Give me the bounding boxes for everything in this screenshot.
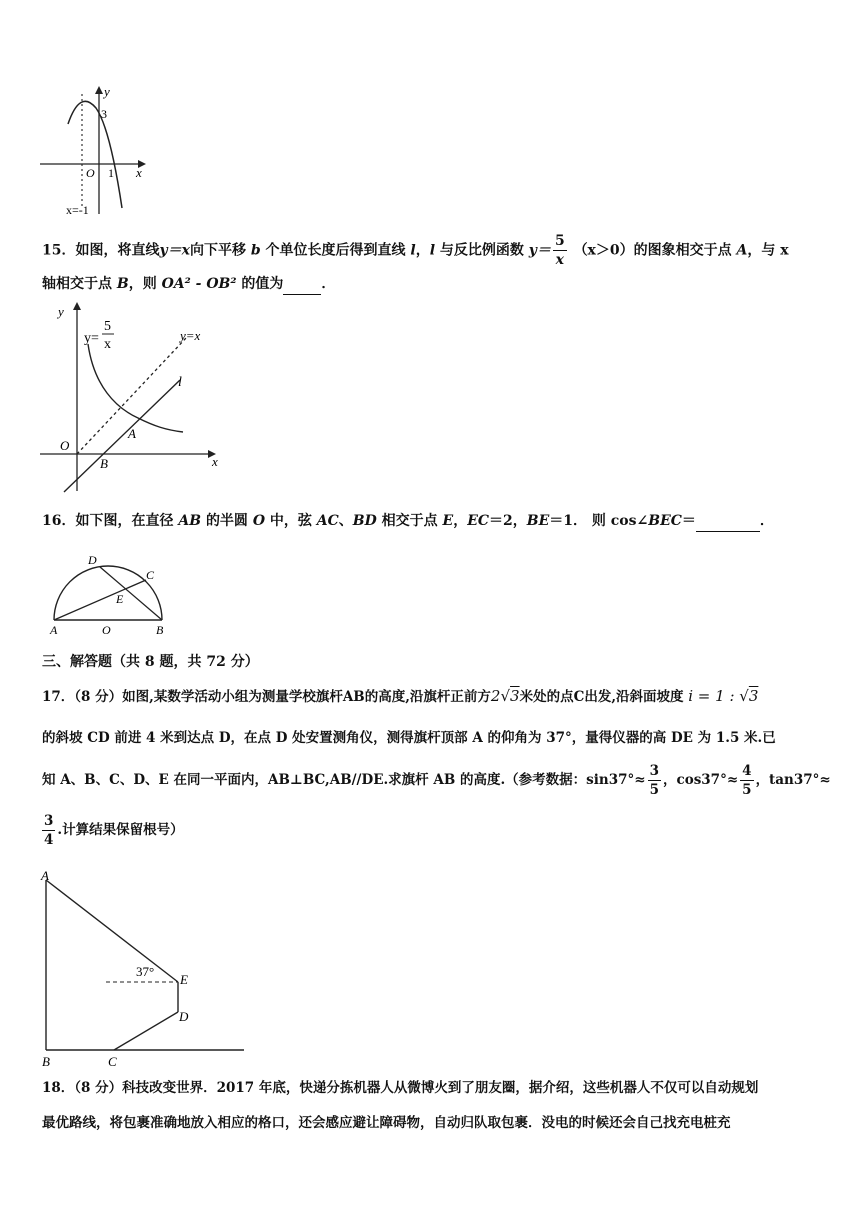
y-label: y: [58, 304, 64, 319]
q15-fraction: $\frac{5}{x}$: [554, 233, 565, 268]
one-label: 1: [108, 166, 114, 180]
sqrt-expression: 2√3: [490, 687, 520, 705]
x-eq-label: x=-1: [66, 203, 89, 217]
parabola-curve: [68, 101, 122, 208]
sight-line-ae: [46, 880, 178, 982]
q15-line1: 15．如图，将直线y＝x向下平移 b 个单位长度后得到直线 l，l 与反比例函数 y＝ $\frac{5}{x}$ （x＞0）的图象相交于点 A，与 x: [42, 233, 789, 268]
x-label: x: [136, 165, 142, 180]
y-label: y: [104, 84, 110, 99]
semicircle-figure: [44, 548, 174, 636]
point-e-label: E: [180, 972, 188, 987]
answer-blank: [696, 511, 760, 532]
parabola-figure: [38, 84, 158, 218]
l-label: l: [178, 375, 182, 390]
point-a-label: A: [50, 623, 58, 636]
q18-line1: 18．（8 分）科技改变世界．2017 年底，快递分拣机器人从微博火到了朋友圈，据介绍，这些机器人不仅可以自动规划: [42, 1080, 759, 1096]
flagpole-figure: [36, 868, 248, 1072]
function-den: x: [104, 337, 111, 352]
q15-line2: 轴相交于点 B，则 OA² - OB² 的值为 ．: [42, 274, 335, 295]
point-b-label: B: [156, 623, 164, 636]
origin-label: O: [86, 166, 95, 180]
slope-expression: i = 1 : √3: [688, 687, 759, 705]
chord-ac: [54, 580, 146, 620]
point-c-label: C: [108, 1054, 117, 1069]
q17-line4: $\frac{3}{4}$ .计算结果保留根号）: [44, 813, 184, 848]
x-label: x: [212, 454, 218, 469]
point-d-label: D: [88, 553, 97, 567]
sin-fraction: $\frac{3}{5}$: [649, 763, 659, 798]
hyperbola-figure: [38, 296, 228, 496]
point-o-label: O: [102, 623, 111, 636]
y-axis-arrow: [73, 302, 81, 310]
point-a-label: A: [41, 868, 49, 883]
function-num: 5: [104, 319, 111, 334]
y-axis-arrow: [95, 86, 103, 94]
point-d-label: D: [179, 1009, 189, 1024]
point-b-label: B: [100, 456, 108, 471]
slope-cd: [114, 1012, 178, 1050]
yx-label: y=x: [180, 328, 201, 343]
q16-line: 16．如下图，在直径 AB 的半圆 O 中，弦 AC、BD 相交于点 E，EC＝2，BE＝1． 则 cos∠BEC＝ ．: [42, 511, 774, 532]
function-label: y=: [84, 331, 99, 346]
origin-label: O: [60, 438, 70, 453]
point-a-label: A: [128, 426, 136, 441]
line-l: [64, 380, 180, 492]
section-heading: 三、解答题（共 8 题，共 72 分）: [42, 654, 259, 670]
q18-line2: 最优路线，将包裹准确地放入相应的格口，还会感应避让障碍物，自动归队取包裹．没电的时候还会自己找充电桩充: [42, 1115, 731, 1131]
tan-fraction: $\frac{3}{4}$: [44, 813, 54, 848]
q17-line3: 知 A、B、C、D、E 在同一平面内，AB⊥BC,AB//DE.求旗杆 AB 的高度.（参考数据：sin37°≈ $\frac{3}{5}$ ，cos37°≈ $\frac{4}{5}$ ，tan37°≈: [42, 763, 831, 798]
cos-fraction: $\frac{4}{5}$: [742, 763, 752, 798]
point-e-label: E: [116, 592, 124, 606]
point-b-label: B: [42, 1054, 50, 1069]
three-label: 3: [101, 107, 107, 121]
answer-blank: [283, 274, 321, 295]
point-c-label: C: [146, 568, 155, 582]
q17-line1: 17．（8 分）如图,某数学活动小组为测量学校旗杆AB的高度,沿旗杆正前方2√3米处的点C出发,沿斜面坡度 i = 1 : √3: [42, 687, 759, 705]
q17-line2: 的斜坡 CD 前进 4 米到达点 D，在点 D 处安置测角仪，测得旗杆顶部 A 的仰角为 37°，量得仪器的高 DE 为 1.5 米.已: [42, 730, 776, 746]
angle-label: 37°: [136, 964, 155, 979]
